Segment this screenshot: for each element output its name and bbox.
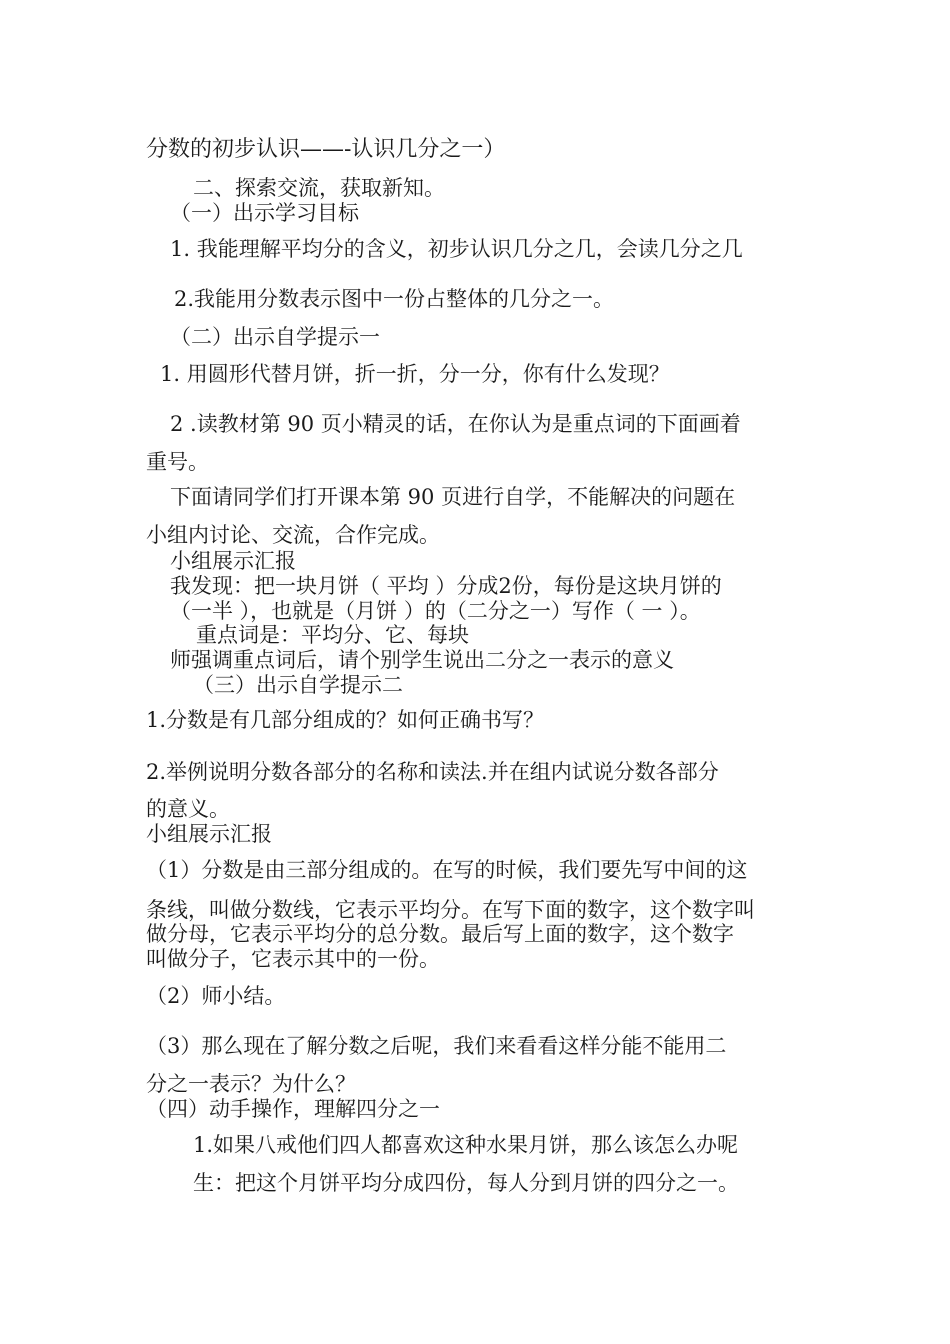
text-line: 叫做分子，它表示其中的一份。 [146,947,440,971]
text-line: 1.如果八戒他们四人都喜欢这种水果月饼，那么该怎么办呢 [193,1133,739,1157]
text-line: 重号。 [146,450,209,474]
subsection-heading: （一）出示学习目标 [170,201,359,225]
text-line: （一半 ），也就是（月饼 ）的（二分之一）写作（ 一 ）。 [170,599,701,623]
section-heading: 二、探索交流，获取新知。 [193,176,445,200]
text-line: 小组展示汇报 [170,549,296,573]
text-line: 小组展示汇报 [146,822,272,846]
text-line: 1.分数是有几部分组成的？如何正确书写？ [146,708,545,732]
document-title: 分数的初步认识——-认识几分之一） [146,137,506,162]
subsection-heading: （四）动手操作，理解四分之一 [146,1097,440,1121]
text-line: 我发现：把一块月饼（ 平均 ）分成2份，每份是这块月饼的 [170,574,722,598]
subsection-heading: （二）出示自学提示一 [170,325,380,349]
text-line: 1. 我能理解平均分的含义，初步认识几分之几，会读几分之几 [170,237,743,261]
text-line: 下面请同学们打开课本第 90 页进行自学，不能解决的问题在 [170,485,736,509]
text-line: 2.举例说明分数各部分的名称和读法.并在组内试说分数各部分 [146,760,719,784]
text-line: 分之一表示？为什么？ [146,1072,356,1096]
text-line: 师强调重点词后，请个别学生说出二分之一表示的意义 [170,648,674,672]
text-line: （1）分数是由三部分组成的。在写的时候，我们要先写中间的这 [146,858,748,882]
text-line: 的意义。 [146,797,230,821]
text-line: 2.我能用分数表示图中一份占整体的几分之一。 [174,287,615,311]
text-line: （3）那么现在了解分数之后呢，我们来看看这样分能不能用二 [146,1034,727,1058]
text-line: 条线，叫做分数线，它表示平均分。在写下面的数字，这个数字叫 [146,898,755,922]
subsection-heading: （三）出示自学提示二 [193,673,403,697]
text-line: 1. 用圆形代替月饼，折一折，分一分，你有什么发现？ [160,362,670,386]
text-line: 重点词是：平均分、它、每块 [196,623,469,647]
text-line: 小组内讨论、交流，合作完成。 [146,523,440,547]
text-line: （2）师小结。 [146,984,286,1008]
text-line: 做分母，它表示平均分的总分数。最后写上面的数字，这个数字 [146,922,734,946]
text-line: 生：把这个月饼平均分成四份，每人分到月饼的四分之一。 [193,1171,739,1195]
text-line: 2 .读教材第 90 页小精灵的话，在你认为是重点词的下面画着 [170,412,741,436]
